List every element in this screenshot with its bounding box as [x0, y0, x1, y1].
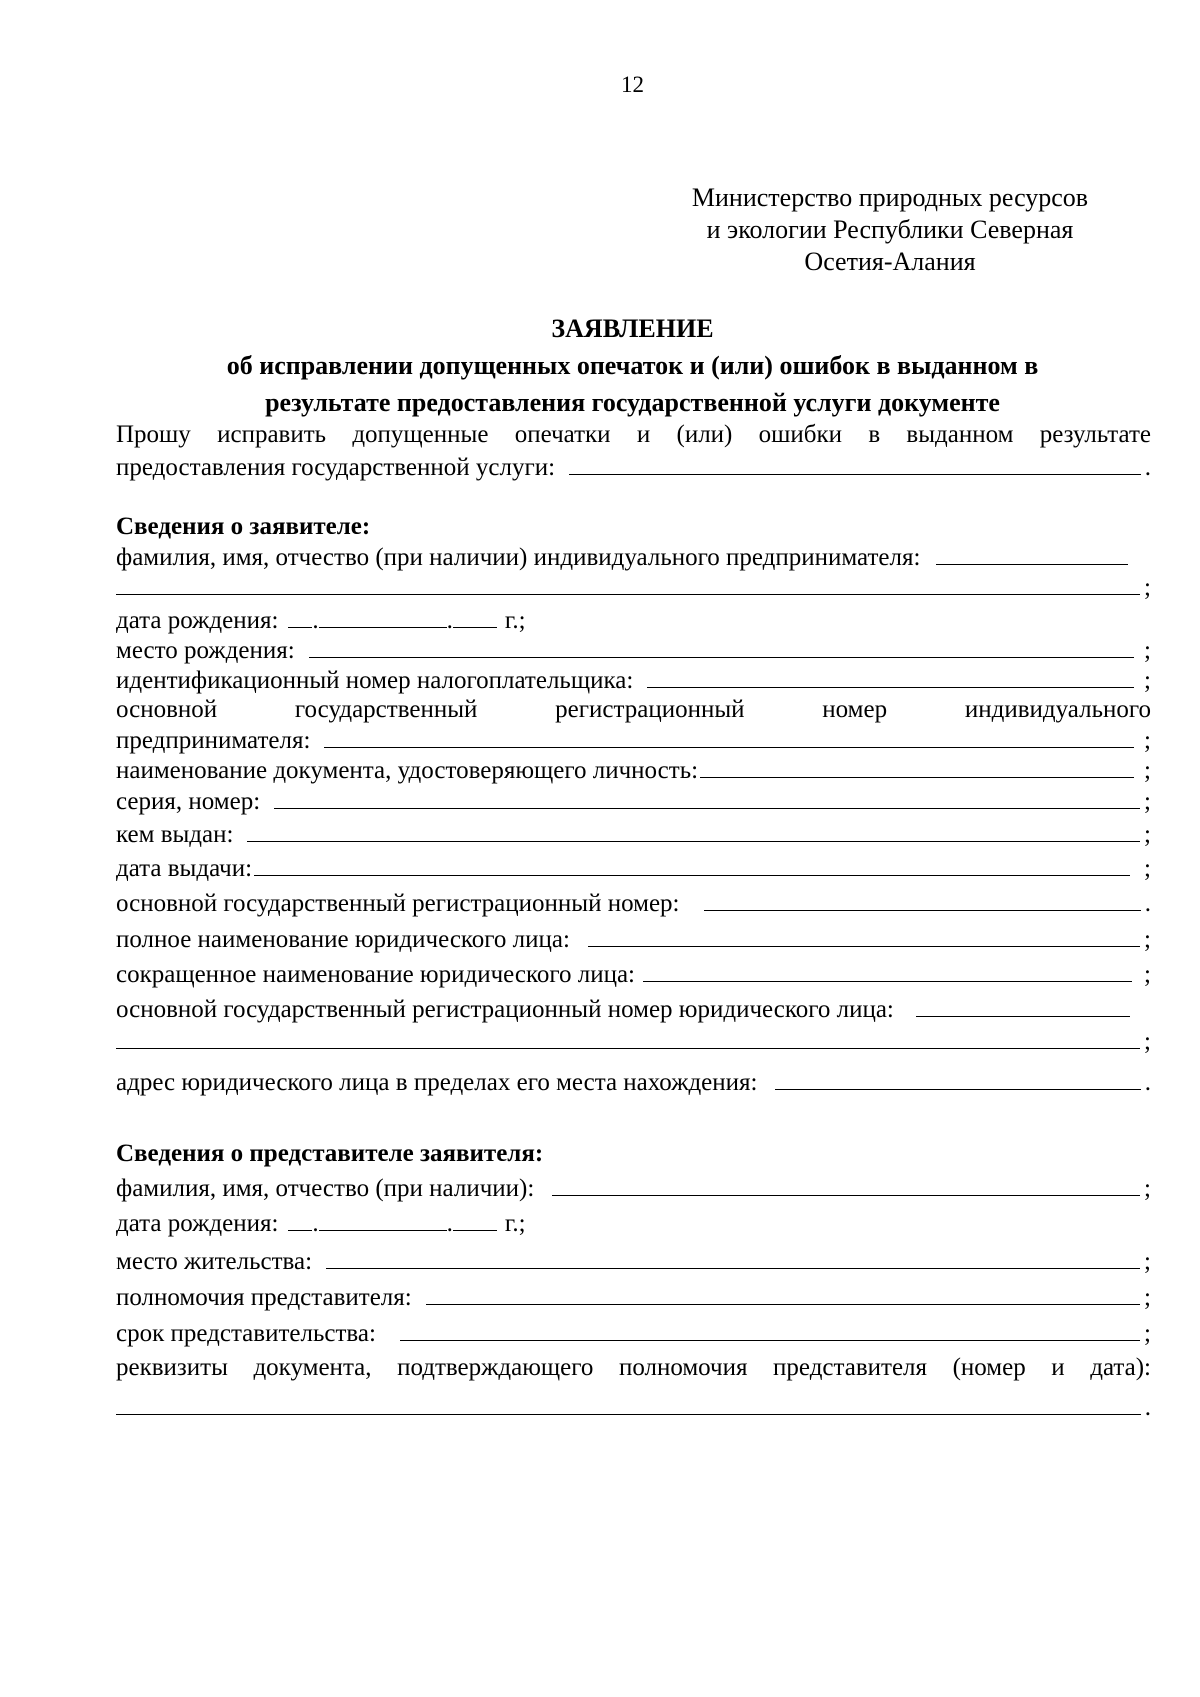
applicant-birth-date-row: дата рождения: . . г.;	[116, 607, 526, 634]
applicant-fio-field[interactable]	[936, 542, 1128, 565]
birth-month-field[interactable]	[319, 605, 447, 628]
series-number-row: серия, номер: ;	[116, 788, 1151, 815]
applicant-inn-row: идентификационный номер налогоплательщика: ;	[116, 667, 1151, 694]
ogrnip-text-line: основной государственный регистрационный номер индивидуального	[116, 696, 1151, 723]
ogrnip-field[interactable]	[324, 725, 1134, 748]
rep-residence-field[interactable]	[326, 1246, 1140, 1269]
addressee-line: Осетия-Алания	[804, 247, 976, 276]
rep-doc-details-label: реквизиты документа, подтверждающего полномочия представителя (номер и дата):	[116, 1354, 1151, 1381]
legal-ogrn-field-2[interactable]	[116, 1026, 1140, 1049]
legal-short-name-field[interactable]	[643, 959, 1132, 982]
title-main: ЗАЯВЛЕНИЕ	[551, 314, 714, 343]
applicant-fio-continuation: ;	[116, 572, 1151, 603]
id-document-label: наименование документа, удостоверяющего личность:	[116, 757, 699, 784]
rep-powers-label: полномочия представителя:	[116, 1284, 412, 1311]
applicant-fio-field-2[interactable]	[116, 572, 1140, 595]
applicant-fio-row	[116, 542, 1128, 573]
applicant-birth-place-row: место рождения: ;	[116, 637, 1151, 664]
inn-label: идентификационный номер налогоплательщика:	[116, 667, 634, 694]
issued-by-field[interactable]	[247, 819, 1140, 842]
rep-residence-label: место жительства:	[116, 1248, 313, 1275]
rep-birth-date-label: дата рождения:	[116, 1210, 279, 1237]
legal-ogrn-continuation: ;	[116, 1026, 1151, 1057]
inn-field[interactable]	[647, 665, 1134, 688]
addressee-line: и экологии Республики Северная	[706, 215, 1074, 244]
rep-doc-details-row: .	[116, 1392, 1151, 1423]
request-service-label: предоставления государственной услуги:	[116, 454, 556, 481]
legal-full-name-field[interactable]	[588, 924, 1140, 947]
rep-residence-row: место жительства: ;	[116, 1248, 1151, 1275]
rep-birth-year-field[interactable]	[453, 1208, 497, 1231]
rep-term-field[interactable]	[400, 1318, 1140, 1341]
ogrnip-row: предпринимателя: ;	[116, 727, 1151, 754]
series-number-field[interactable]	[274, 786, 1140, 809]
ogrn-row: основной государственный регистрационный номер: .	[116, 890, 1151, 917]
page-number: 12	[621, 72, 644, 97]
service-result-field[interactable]	[569, 452, 1141, 475]
rep-term-row: срок представительства: ;	[116, 1320, 1151, 1347]
title-line: результате предоставления государственной услуги документе	[265, 388, 1000, 417]
issue-date-row: дата выдачи: ;	[116, 855, 1151, 882]
id-document-field[interactable]	[700, 755, 1134, 778]
rep-birth-month-field[interactable]	[319, 1208, 447, 1231]
rep-fio-field[interactable]	[552, 1173, 1140, 1196]
legal-address-row: адрес юридического лица в пределах его места нахождения: .	[116, 1069, 1151, 1096]
issued-by-row: кем выдан: ;	[116, 821, 1151, 848]
rep-term-label: срок представительства:	[116, 1320, 376, 1347]
legal-address-label: адрес юридического лица в пределах его места нахождения:	[116, 1069, 758, 1096]
rep-birth-day-field[interactable]	[288, 1208, 312, 1231]
birth-place-label: место рождения:	[116, 637, 295, 664]
birth-place-field[interactable]	[309, 635, 1134, 658]
series-number-label: серия, номер:	[116, 788, 261, 815]
legal-full-name-label: полное наименование юридического лица:	[116, 926, 570, 953]
rep-doc-details-field[interactable]	[116, 1392, 1141, 1415]
birth-date-label: дата рождения:	[116, 607, 279, 634]
request-service-row: предоставления государственной услуги: .	[116, 454, 1151, 481]
legal-ogrn-label: основной государственный регистрационный номер юридического лица:	[116, 996, 894, 1023]
ogrn-field[interactable]	[704, 888, 1141, 911]
applicant-fio-label: фамилия, имя, отчество (при наличии) индивидуального предпринимателя:	[116, 544, 921, 571]
legal-ogrn-row	[116, 994, 1130, 1025]
title-line: об исправлении допущенных опечаток и (или) ошибок в выданном в	[226, 351, 1039, 380]
legal-short-name-label: сокращенное наименование юридического лица:	[116, 961, 635, 988]
legal-short-name-row: сокращенное наименование юридического лица: ;	[116, 961, 1151, 988]
rep-powers-field[interactable]	[426, 1282, 1140, 1305]
addressee-line: Министерство природных ресурсов	[691, 183, 1089, 212]
rep-fio-row: фамилия, имя, отчество (при наличии): ;	[116, 1175, 1151, 1202]
legal-address-field[interactable]	[775, 1067, 1140, 1090]
legal-ogrn-field[interactable]	[916, 994, 1130, 1017]
birth-year-field[interactable]	[453, 605, 497, 628]
issue-date-label: дата выдачи:	[116, 855, 253, 882]
representative-heading: Сведения о представителе заявителя:	[116, 1140, 544, 1167]
addressee-block	[645, 182, 1135, 278]
ogrn-label: основной государственный регистрационный номер:	[116, 890, 680, 917]
request-text-line: Прошу исправить допущенные опечатки и (или) ошибки в выданном результате	[116, 421, 1151, 448]
birth-day-field[interactable]	[288, 605, 312, 628]
legal-full-name-row: полное наименование юридического лица: ;	[116, 926, 1151, 953]
issued-by-label: кем выдан:	[116, 821, 234, 848]
rep-fio-label: фамилия, имя, отчество (при наличии):	[116, 1175, 535, 1202]
rep-birth-date-row: дата рождения: . . г.;	[116, 1210, 526, 1237]
ogrnip-label: предпринимателя:	[116, 727, 311, 754]
rep-powers-row: полномочия представителя: ;	[116, 1284, 1151, 1311]
document-title	[0, 310, 1200, 421]
applicant-heading: Сведения о заявителе:	[116, 513, 371, 540]
id-document-row: наименование документа, удостоверяющего личность: ;	[116, 757, 1151, 784]
issue-date-field[interactable]	[254, 853, 1130, 876]
